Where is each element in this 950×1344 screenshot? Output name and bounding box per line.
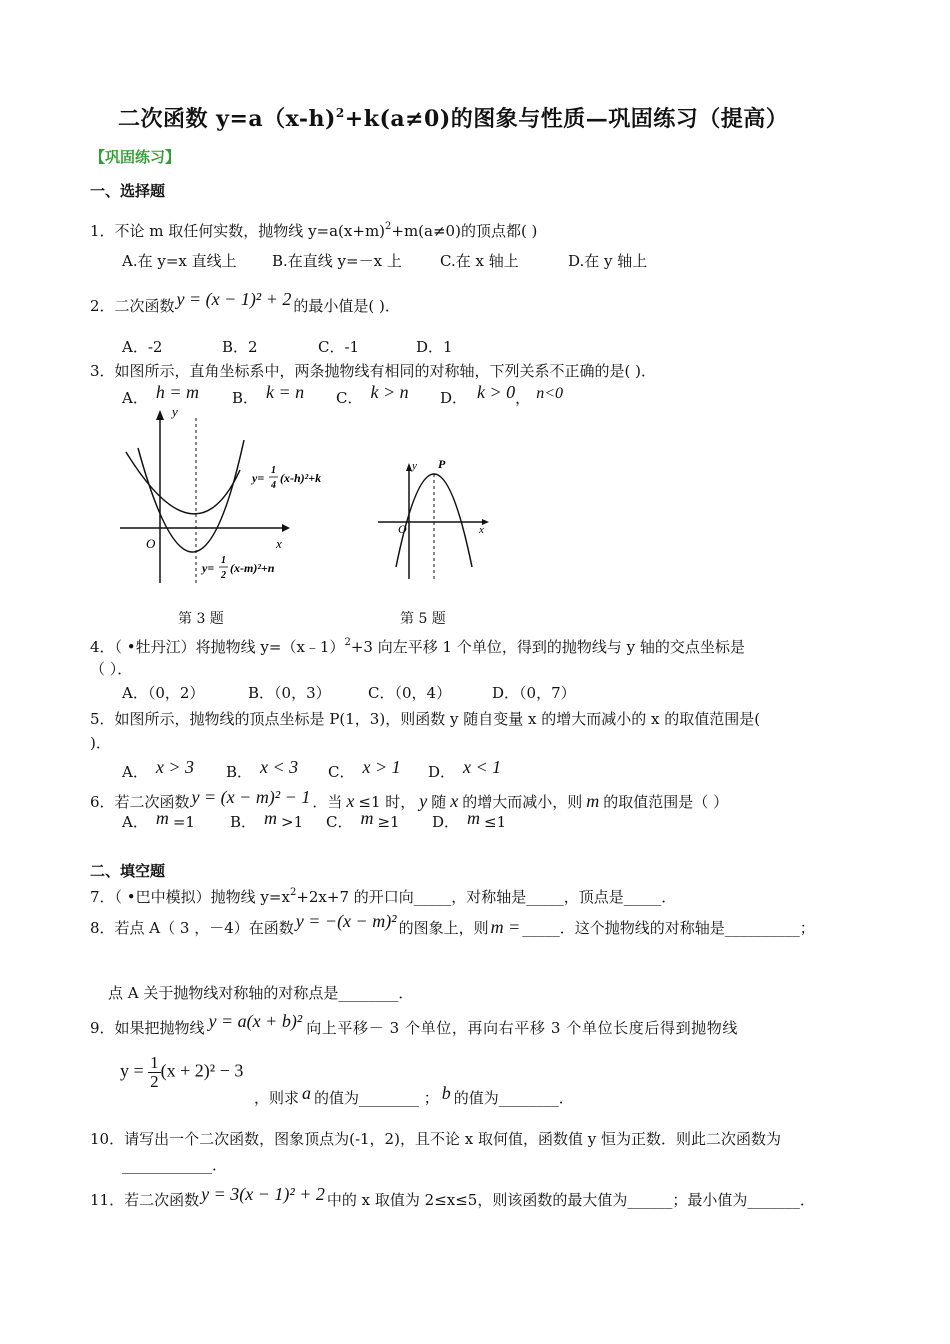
- fig3-upper-equation: [250, 465, 321, 491]
- fig3-x-arrow: [282, 524, 290, 532]
- svg-text:y=: y=: [202, 561, 215, 575]
- question-10-answer-blank: ____________．: [122, 1156, 228, 1174]
- svg-text:4: 4: [271, 480, 276, 491]
- q1-option-c: C.在 x 轴上: [440, 252, 519, 270]
- q4-option-b: B．（0，3）: [248, 684, 331, 702]
- question-5-stem-cont: )．: [90, 734, 111, 752]
- q6-option-c: C． m ≥1: [326, 808, 400, 831]
- q1-option-b: B.在直线 y=－x 上: [272, 252, 402, 270]
- q3-option-b: B． k = n: [232, 382, 305, 407]
- svg-text:2: 2: [221, 570, 226, 581]
- question-11-stem: 11．若二次函数 y = 3(x − 1)² + 2 中的 x 取值为 2≤x≤5，则该函数的最大值为______；最小值为_______．: [90, 1184, 815, 1209]
- q4-option-c: C．（0，4）: [368, 684, 452, 702]
- q6-option-a: A． m =1: [122, 808, 195, 831]
- fig5-vertex-label: P: [438, 457, 446, 471]
- question-10-stem: 10．请写出一个二次函数，图象顶点为(-1，2)，且不论 x 取何值，函数值 y 恒为正数．则此二次函数为: [90, 1130, 781, 1148]
- question-8-stem: 8．若点 A（ 3 ，－4）在函数 y = −(x − m)² 的图象上，则 m = _____．这个抛物线的对称轴是__________；: [90, 911, 815, 937]
- question-8-stem-cont: 点 A 关于抛物线对称轴的对称点是________．: [108, 984, 414, 1002]
- question-5-stem: 5．如图所示，抛物线的顶点坐标是 P(1，3)，则函数 y 随自变量 x 的增大而减小的 x 的取值范围是(: [90, 710, 761, 728]
- question-3-stem: 3．如图所示，直角坐标系中，两条抛物线有相同的对称轴，下列关系不正确的是( )．: [90, 362, 657, 380]
- q4-option-a: A．（0，2）: [122, 684, 205, 702]
- question-9-stem: 9．如果把抛物线 y = a(x + b)² 向上平移－ 3 个单位，再向右平移 3 个单位长度后得到抛物线: [90, 1011, 738, 1037]
- svg-text:y=: y=: [252, 471, 265, 485]
- fig3-y-arrow: [156, 410, 164, 420]
- q5-option-c: C． x > 1: [328, 757, 401, 781]
- fig5-origin-label: O: [398, 522, 407, 536]
- q3-option-d: D． k > 0， n<0: [440, 382, 563, 407]
- q5-option-d: D． x < 1: [428, 757, 502, 781]
- q5-option-a: A． x > 3: [122, 757, 194, 781]
- fig3-upper-parabola: [126, 452, 240, 514]
- figure-5-graph: [370, 455, 500, 585]
- question-6-stem: 6．若二次函数 y = (x − m)² − 1 ．当 x ≤1 时， y 随 x 的增大而减小，则 m 的取值范围是（ ）: [90, 787, 729, 811]
- question-4-stem: 4．（ •牡丹江）将抛物线 y=（x﹣1）$^2$+3 向左平移 1 个单位，得到的抛物线与 y 轴的交点坐标是: [90, 637, 745, 656]
- fig5-y-label: y: [412, 460, 417, 472]
- figure-3-caption: 第 3 题: [178, 611, 224, 627]
- q11-formula: y = 3(x − 1)² + 2: [201, 1184, 325, 1204]
- question-1-stem: 1．不论 m 取任何实数，抛物线 $y=a(x+m)^2+m(a\ne 0)$的顶点都( ): [90, 221, 538, 240]
- fig3-y-label: y: [172, 404, 178, 419]
- q5-option-b: B． x < 3: [226, 757, 299, 781]
- svg-text:(x-m)²+n: (x-m)²+n: [230, 561, 275, 575]
- fig3-origin-label: O: [146, 536, 156, 551]
- fig3-x-label: x: [276, 536, 282, 551]
- q2-option-c: C．-1: [318, 338, 360, 356]
- q1-option-d: D.在 y 轴上: [568, 252, 648, 270]
- question-2-stem: 2．二次函数 y = (x − 1)² + 2 的最小值是( )．: [90, 289, 400, 315]
- q6-option-d: D． m ≤1: [432, 808, 507, 831]
- svg-text:1: 1: [271, 465, 276, 476]
- figure-3-graph: [110, 400, 350, 600]
- q9-formula-2: y = $\frac{1}{2}$ (x + 2)² − 3: [120, 1053, 244, 1091]
- page-title: 二次函数 y=a（x-h)$^2$+k(a≠0)的图象与性质—巩固练习（提高）: [118, 106, 789, 132]
- q6-formula: y = (x − m)² − 1: [191, 787, 311, 807]
- svg-text:1: 1: [221, 555, 226, 566]
- q2-option-a: A．-2: [122, 338, 163, 356]
- q4-option-d: D．（0，7）: [492, 684, 576, 702]
- question-9-answers: ，则求 a 的值为________ ； b 的值为________．: [254, 1083, 574, 1107]
- q2-option-b: B．2: [222, 338, 258, 356]
- q8-formula: y = −(x − m)²: [295, 911, 397, 931]
- q6-option-b: B． m >1: [230, 808, 304, 831]
- q3-option-a: A． h = m: [122, 382, 199, 407]
- section-choice-heading: 一、选择题: [90, 182, 166, 200]
- figure-5-caption: 第 5 题: [400, 611, 446, 627]
- q2-option-d: D．1: [416, 338, 453, 356]
- q1-option-a: A.在 y=x 直线上: [122, 252, 237, 270]
- practice-tag: 【巩固练习】: [90, 148, 181, 166]
- q3-option-c: C． k > n: [336, 382, 409, 407]
- q9-formula-1: y = a(x + b)²: [208, 1011, 303, 1031]
- question-7-stem: 7．（ •巴中模拟）抛物线 $y=x^2+2x+7$ 的开口向_____，对称轴是_____，顶点是_____．: [90, 887, 677, 906]
- question-4-stem-cont: （ ）．: [90, 660, 133, 678]
- q2-formula: y = (x − 1)² + 2: [176, 289, 292, 309]
- fig5-x-label: x: [479, 524, 484, 536]
- fig3-lower-equation: [200, 555, 275, 581]
- section-fill-heading: 二、填空题: [90, 862, 166, 880]
- svg-text:(x-h)²+k: (x-h)²+k: [280, 471, 322, 485]
